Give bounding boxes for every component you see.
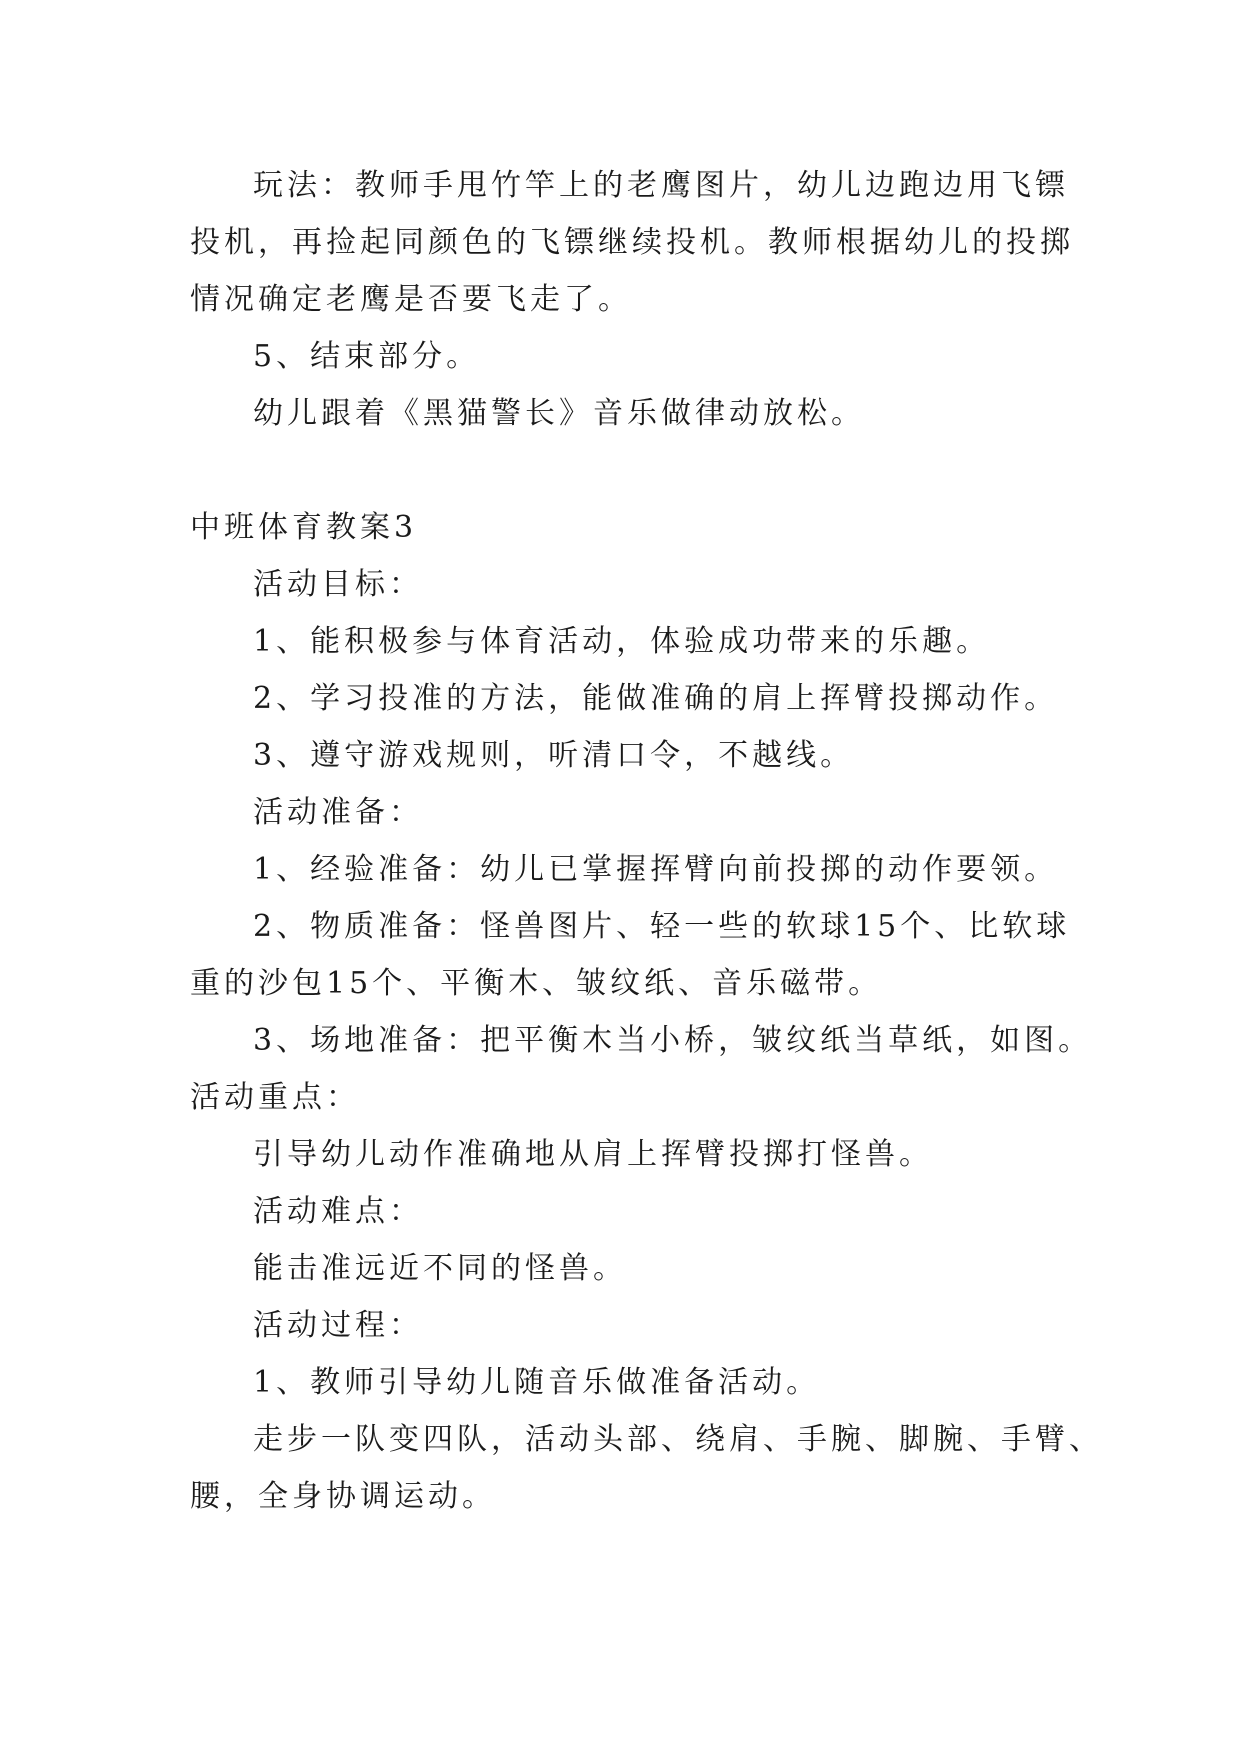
section-ending: 5、结束部分。 xyxy=(253,339,481,374)
process-item-1: 1、教师引导幼儿随音乐做准备活动。 xyxy=(253,1365,821,1400)
preparation-item-1: 1、经验准备：幼儿已掌握挥臂向前投掷的动作要领。 xyxy=(253,852,1059,887)
paragraph-gameplay-line-3: 情况确定老鹰是否要飞走了。 xyxy=(190,282,632,317)
preparation-item-3: 3、场地准备：把平衡木当小桥，皱纹纸当草纸，如图。 xyxy=(253,1023,1093,1058)
goal-item-1: 1、能积极参与体育活动，体验成功带来的乐趣。 xyxy=(253,624,991,659)
preparation-item-2-line-2: 重的沙包15个、平衡木、皱纹纸、音乐磁带。 xyxy=(190,966,883,1001)
heading-difficulty: 活动难点： xyxy=(253,1194,423,1229)
heading-goals: 活动目标： xyxy=(253,567,423,602)
process-paragraph-line-2: 腰，全身协调运动。 xyxy=(190,1479,496,1514)
key-point-text: 引导幼儿动作准确地从肩上挥臂投掷打怪兽。 xyxy=(253,1137,933,1172)
heading-preparation: 活动准备： xyxy=(253,795,423,830)
heading-key-point: 活动重点： xyxy=(190,1080,360,1115)
heading-process: 活动过程： xyxy=(253,1308,423,1343)
goal-item-3: 3、遵守游戏规则，听清口令，不越线。 xyxy=(253,738,855,773)
difficulty-text: 能击准远近不同的怪兽。 xyxy=(253,1251,627,1286)
process-paragraph-line-1: 走步一队变四队，活动头部、绕肩、手腕、脚腕、手臂、 xyxy=(253,1422,1103,1457)
lesson-title: 中班体育教案3 xyxy=(190,510,418,545)
paragraph-ending: 幼儿跟着《黑猫警长》音乐做律动放松。 xyxy=(253,396,865,431)
preparation-item-2-line-1: 2、物质准备：怪兽图片、轻一些的软球15个、比软球 xyxy=(253,909,1071,944)
paragraph-gameplay-line-1: 玩法：教师手甩竹竿上的老鹰图片，幼儿边跑边用飞镖 xyxy=(253,168,1069,203)
paragraph-gameplay-line-2: 投机，再捡起同颜色的飞镖继续投机。教师根据幼儿的投掷 xyxy=(190,225,1074,260)
goal-item-2: 2、学习投准的方法，能做准确的肩上挥臂投掷动作。 xyxy=(253,681,1059,716)
